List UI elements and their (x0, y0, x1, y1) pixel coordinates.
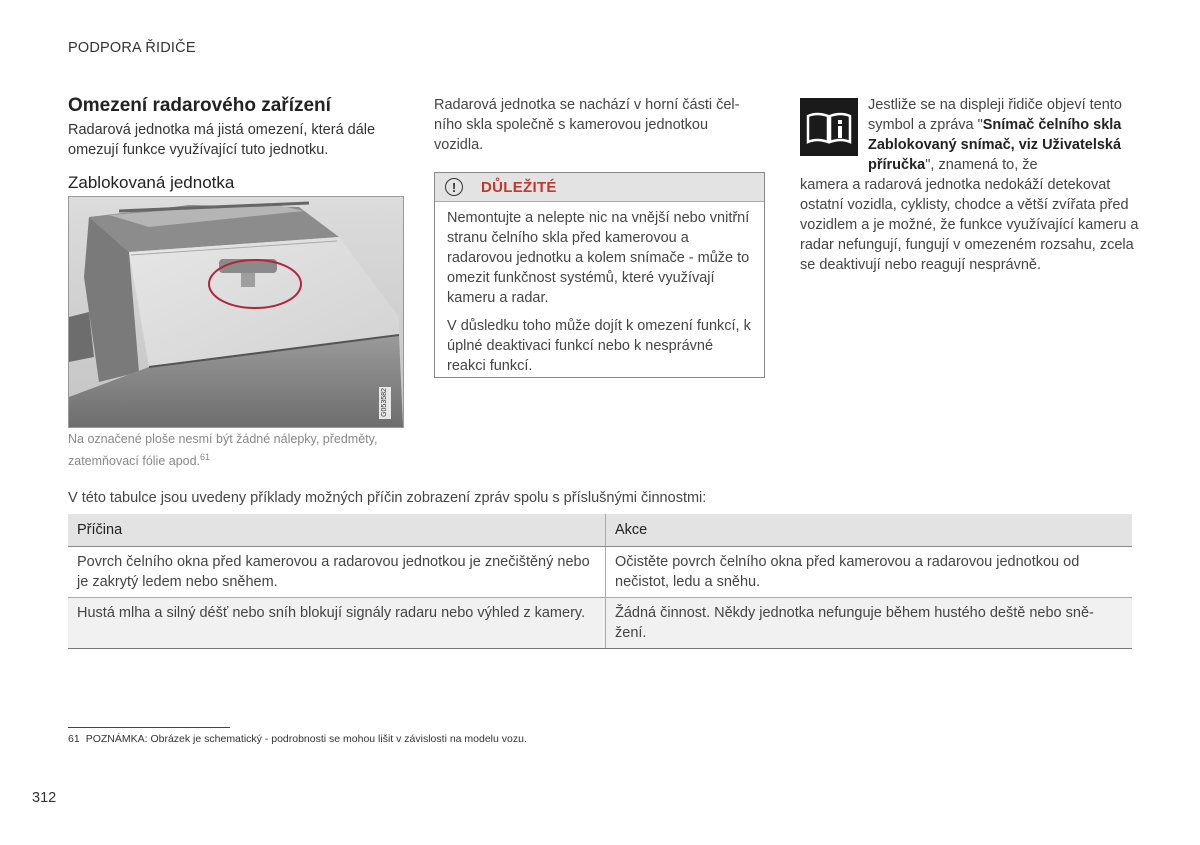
figure-caption (68, 430, 398, 470)
table-intro: V této tabulce jsou uvedeny příklady možných příčin zobrazení zpráv spolu s příslušnými činnostmi: (68, 490, 707, 506)
message-text-before: Jestliže se na displeji řidiče objeví tento symbol a zpráva " (868, 97, 1122, 133)
message-text-after-start: ", znamená to, že (925, 157, 1038, 173)
caption-footnote-ref: 61 (200, 452, 211, 462)
intro-text: Radarová jednotka má jistá omezení, která dále omezují funkce využívající tuto jednotku. (68, 122, 376, 158)
footnote-divider (68, 727, 230, 728)
figure-code: G053582 (380, 388, 388, 417)
subsection-title: Zablokovaná jednotka (68, 173, 235, 192)
important-header (435, 173, 764, 202)
message-explanation (800, 95, 1140, 275)
footnote-number: 61 (68, 733, 80, 745)
caption-text: Na označené ploše nesmí být žádné nálepky, předměty, zatemňovací fólie apod. (68, 432, 378, 469)
column-header-cause: Příčina (68, 514, 606, 547)
footnote (68, 733, 527, 745)
important-box (434, 172, 765, 378)
figure-code-box (379, 387, 391, 419)
radar-location-text: Radarová jednotka se nachází v horní části čel-ního skla společně s kamerovou jednotkou vozidla. (434, 97, 740, 153)
important-body (435, 202, 764, 376)
important-paragraph-1: Nemontujte a nelepte nic na vnější nebo vnitřní stranu čelního skla před kamerovou a radarovou jednotku a kolem snímače - může to omezit funkčnost systémů, které využívají kameru a radar. (447, 210, 750, 306)
table-row (68, 547, 1132, 598)
section-title: Omezení radarového zařízení (68, 95, 331, 116)
important-paragraph-2: V důsledku toho může dojít k omezení funkcí, k úplné deaktivaci funkcí nebo k nesprávné reakci funkcí. (447, 318, 751, 374)
windshield-illustration (69, 197, 403, 427)
windshield-figure (68, 196, 404, 428)
messages-table (68, 514, 1132, 649)
page-number: 312 (32, 790, 57, 806)
message-name: Snímač čelního skla Zablokovaný snímač, viz Uživatelská příručka (868, 117, 1122, 173)
cause-cell: Povrch čelního okna před kamerovou a radarovou jednotkou je znečištěný nebo je zakrytý ledem nebo sněhem. (68, 547, 606, 598)
action-cell: Očistěte povrch čelního okna před kamerovou a radarovou jednotkou od nečistot, ledu a sněhu. (606, 547, 1133, 598)
table-row (68, 598, 1132, 649)
section-header: PODPORA ŘIDIČE (68, 40, 196, 56)
column-header-action: Akce (606, 514, 1133, 547)
cause-cell: Hustá mlha a silný déšť nebo sníh blokují signály radaru nebo výhled z kamery. (68, 598, 606, 649)
important-title: DŮLEŽITÉ (481, 178, 557, 196)
message-text-continuation: kamera a radarová jednotka nedokáží detekovat ostatní vozidla, cyklisty, chodce a větší zvířata před vozidlem a je možné, že funkce využívající kameru a radar nefungují, fungují v omezeném rozsahu, zcela se deaktivují nebo reagují nesprávně. (800, 177, 1139, 273)
warning-icon: ! (445, 178, 463, 196)
action-cell: Žádná činnost. Někdy jednotka nefunguje během hustého deště nebo sně-žení. (606, 598, 1133, 649)
table-header-row (68, 514, 1132, 547)
footnote-text: POZNÁMKA: Obrázek je schematický - podrobnosti se mohou lišit v závislosti na modelu vozu. (85, 733, 527, 745)
